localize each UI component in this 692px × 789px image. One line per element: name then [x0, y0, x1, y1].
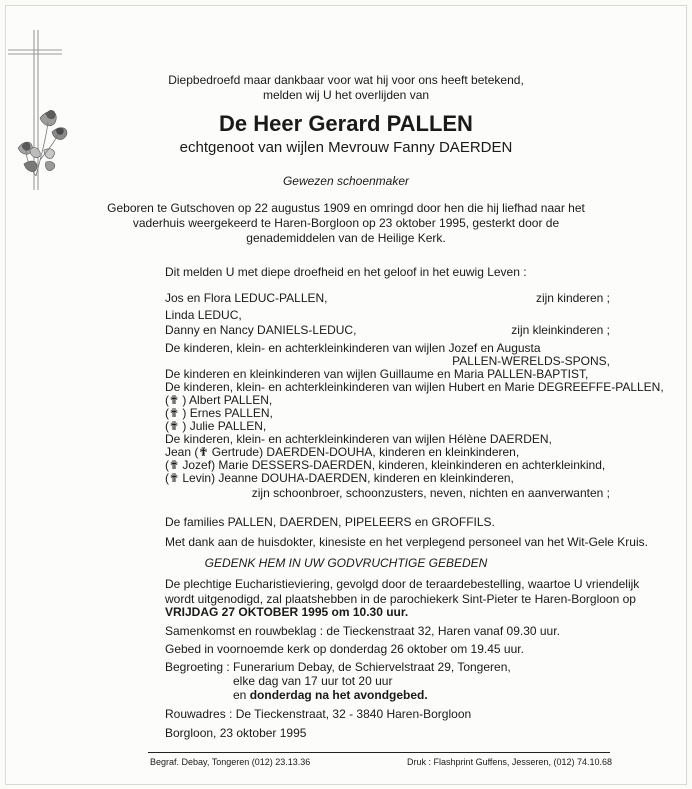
birth-line-3: genademiddelen van de Heilige Kerk.: [246, 231, 446, 245]
grandchild-1: Linda LEDUC,: [165, 308, 242, 322]
announcement: Dit melden U met diepe droefheid en het geloof in het euwig Leven :: [165, 265, 527, 279]
gathering-line: Samenkomst en rouwbeklag : de Tieckenstraat 32, Haren vanaf 09.30 uur.: [165, 624, 560, 638]
prayer-service-line: Gebed in voornoemde kerk op donderdag 26 oktober om 19.45 uur.: [165, 642, 524, 656]
visitation-label: Begroeting :: [165, 660, 230, 674]
children-label: zijn kinderen ;: [535, 291, 610, 305]
footer-undertaker: Begraf. Debay, Tongeren (012) 23.13.36: [150, 757, 311, 767]
ceremony-line-1: De plechtige Eucharistieviering, gevolgd door de teraardebestelling, waartoe U vriendelijk: [165, 577, 640, 591]
prayer-request: GEDENK HEM IN UW GODVRUCHTIGE GEBEDEN: [204, 556, 488, 570]
family-line: De kinderen, klein- en achterkleinkinderen van wijlen Hélène DAERDEN,: [165, 432, 552, 446]
address-line: Rouwadres : De Tieckenstraat, 32 - 3840 Haren-Borgloon: [165, 707, 472, 721]
ceremony-line-2: wordt uitgenodigd, zal plaatshebben in de parochiekerk Sint-Pieter te Haren-Borgloon op: [165, 592, 636, 606]
family-line: (✟ Levin) Jeanne DOUHA-DAERDEN, kinderen en kleinkinderen,: [165, 471, 514, 485]
family-line: De kinderen, klein- en achterkleinkinderen van wijlen Hubert en Marie DEGREEFFE-PALLEN,: [165, 380, 664, 394]
deceased-name: De Heer Gerard PALLEN: [219, 111, 473, 136]
family-line: De kinderen en kleinkinderen van wijlen Guillaume en Maria PALLEN-BAPTIST,: [165, 367, 589, 381]
ceremony-date: VRIJDAG 27 OKTOBER 1995 om 10.30 uur.: [165, 605, 409, 619]
children-names: Jos en Flora LEDUC-PALLEN,: [165, 291, 328, 305]
visitation-line-1: Funerarium Debay, de Schiervelstraat 29, Tongeren,: [233, 660, 511, 674]
grandchild-2: Danny en Nancy DANIELS-LEDUC,: [165, 323, 357, 337]
family-line: PALLEN-WERELDS-SPONS,: [452, 354, 610, 368]
family-line: Jean (✟ Gertrude) DAERDEN-DOUHA, kinderen en kleinkinderen,: [165, 445, 520, 459]
visitation-line-3: [233, 688, 428, 702]
family-line: (✟ ) Ernes PALLEN,: [165, 406, 273, 420]
intro-line-2: melden wij U het overlijden van: [262, 88, 430, 102]
family-line: (✟ ) Albert PALLEN,: [165, 393, 273, 407]
footer-divider: [148, 752, 610, 753]
grandchildren-label: zijn kleinkinderen ;: [511, 323, 610, 337]
visitation-bold: donderdag na het avondgebed.: [249, 688, 428, 702]
spouse-line: echtgenoot van wijlen Mevrouw Fanny DAERDEN: [179, 139, 513, 156]
family-line: zijn schoonbroer, schoonzusters, neven, nichten en aanverwanten ;: [251, 486, 610, 500]
families-line: De families PALLEN, DAERDEN, PIPELEERS en GROFFILS.: [165, 515, 495, 529]
birth-line-1: Geboren te Gutschoven op 22 augustus 1909 en omringd door hen die hij liefhad naar het: [107, 201, 585, 215]
visitation-prefix: en: [233, 688, 247, 702]
visitation-line-2: elke dag van 17 uur tot 20 uur: [233, 674, 393, 688]
place-date: Borgloon, 23 oktober 1995: [165, 726, 307, 740]
family-line: De kinderen, klein- en achterkleinkinderen van wijlen Jozef en Augusta: [165, 341, 541, 355]
family-line: (✟ ) Julie PALLEN,: [165, 419, 267, 433]
family-line: (✟ Jozef) Marie DESSERS-DAERDEN, kinderen, kleinkinderen en achterkleinkind,: [165, 458, 606, 472]
footer-printer: Druk : Flashprint Guffens, Jesseren, (012) 74.10.68: [407, 757, 612, 767]
intro-line-1: Diepbedroefd maar dankbaar voor wat hij voor ons heeft betekend,: [168, 73, 524, 87]
thanks-line: Met dank aan de huisdokter, kinesiste en het verplegend personeel van het Wit-Gele Kruis.: [165, 535, 648, 549]
birth-line-2: vaderhuis weergekeerd te Haren-Borgloon op 23 oktober 1995, gesterkt door de: [132, 216, 560, 230]
profession: Gewezen schoenmaker: [282, 174, 410, 188]
